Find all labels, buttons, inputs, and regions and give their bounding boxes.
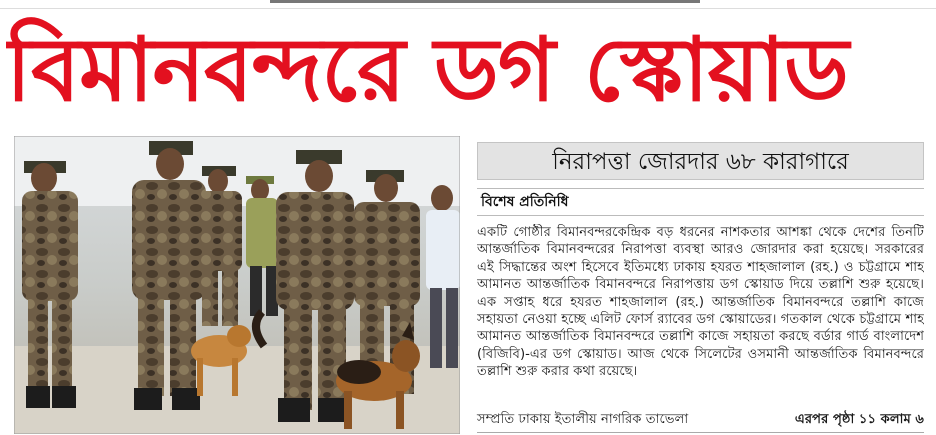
- masthead-line: [270, 0, 700, 3]
- top-strip: [0, 0, 936, 9]
- subheadline: নিরাপত্তা জোরদার ৬৮ কারাগারে: [477, 142, 924, 180]
- news-photo: [14, 136, 460, 434]
- continuation-text: সম্প্রতি ঢাকায় ইতালীয় নাগরিক তাভেলা: [477, 412, 689, 427]
- byline: বিশেষ প্রতিনিধি: [477, 188, 924, 216]
- article-body: একটি গোষ্ঠীর বিমানবন্দরকেন্দ্রিক বড় ধরনের নাশকতার আশঙ্কা থেকে দেশের তিনটি আন্তর্জাতিক বিমানবন্দরের নিরাপত্তা ব্যবস্থা আরও জোরদার করা হয়েছে। সরকারের এই সিদ্ধান্তের অংশ হিসেবে ইতিমধ্যে ঢাকায় হযরত শাহজালাল (রহ.) ও চট্টগ্রামে শাহ আমানত আন্তর্জাতিক বিমানবন্দরে নিরাপত্তায় ডগ স্কোয়াড দিয়ে তল্লাশি শুরু হয়েছে। এক সপ্তাহ ধরে হযরত শাহজালাল (রহ.) আন্তর্জাতিক বিমানবন্দরে তল্লাশি কাজে সহায়তা নেওয়া হচ্ছে এলিট ফোর্স র‍্যাবের ডগ স্কোয়াডের। গতকাল থেকে চট্টগ্রামে শাহ আমানত আন্তর্জাতিক বিমানবন্দরে তল্লাশি কাজে সহায়তা করছে বর্ডার গার্ড বাংলাদেশ (বিজিবি)-এর ডগ স্কোয়াড। আজ থেকে সিলেটের ওসমানী আন্তর্জাতিক বিমানবন্দরে তল্লাশি শুরু করার কথা রয়েছে।: [477, 225, 924, 380]
- article-footer: [477, 410, 924, 433]
- page-jump: এরপর পৃষ্ঠা ১১ কলাম ৬: [794, 412, 924, 427]
- headline: বিমানবন্দরে ডগ স্কোয়াড: [6, 18, 848, 121]
